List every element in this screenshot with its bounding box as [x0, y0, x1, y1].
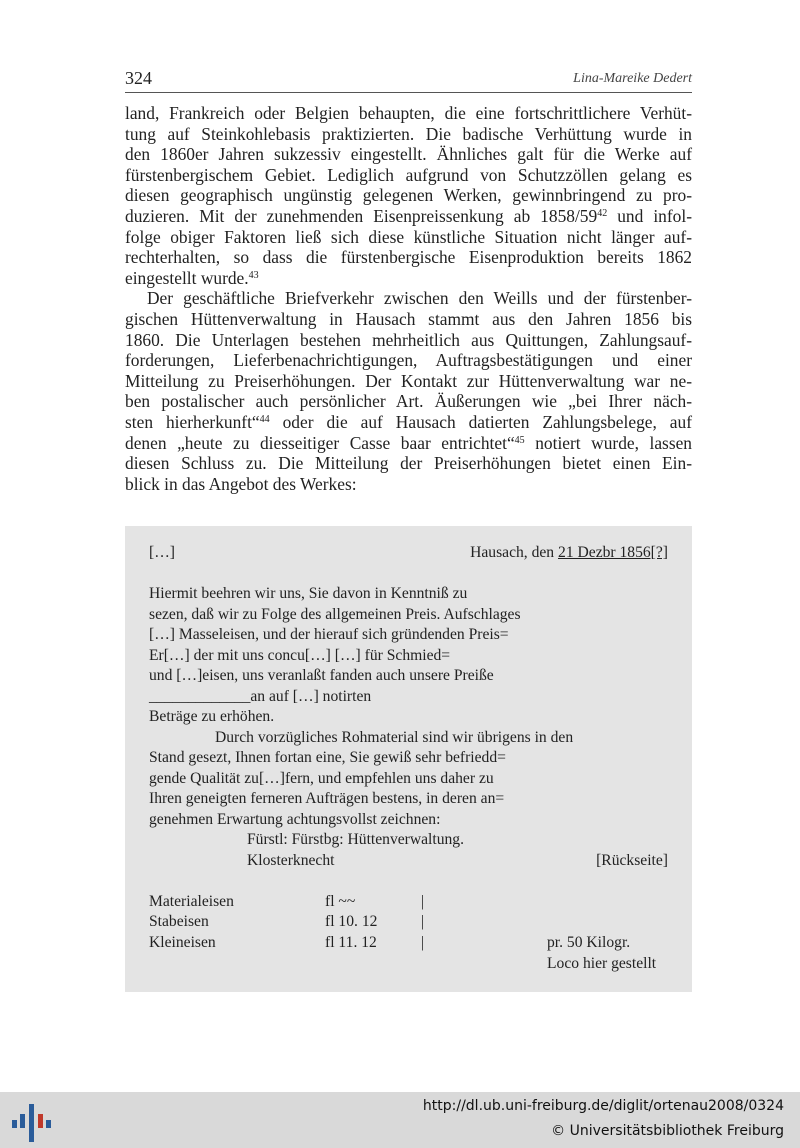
- price-item: Materialeisen: [149, 893, 234, 910]
- price-separator: |: [421, 893, 425, 910]
- text-line: blick in das Angebot des Werkes:: [125, 473, 357, 494]
- page-number: 324: [125, 68, 152, 88]
- text-line: diesen geographisch ungünstig gelegenen Werken, gewinnbringend zu pro-: [125, 185, 692, 206]
- price-separator: |: [421, 913, 425, 930]
- text-line: land, Frankreich oder Belgien behaupten, die eine fortschrittlichere Verhüt-: [125, 103, 692, 123]
- library-logo-icon[interactable]: [12, 1100, 52, 1144]
- paragraph-1: [125, 103, 692, 288]
- unit-note: pr. 50 Kilogr.: [547, 934, 631, 951]
- main-text: [125, 103, 692, 494]
- price-item: Kleineisen: [149, 934, 216, 951]
- text-line: den 1860er Jahren sukzessiv eingestellt. Ähnliches galt für die Werke auf: [125, 144, 692, 165]
- letter-line: […] Masseleisen, und der hierauf sich gründenden Preis=: [149, 626, 509, 643]
- text-line: sten hierherkunft“$^{44}$ oder die auf Hausach datierten Zahlungsbelege, auf: [125, 411, 692, 432]
- letter-line: Hiermit beehren wir uns, Sie davon in Kenntniß zu: [149, 585, 468, 602]
- letter-line: _____________an auf […] notirten: [149, 688, 372, 705]
- footer-bar: [0, 1092, 800, 1148]
- paragraph-2: [125, 288, 692, 494]
- letter-line: Ihren geneigten ferneren Aufträgen bestens, in deren an=: [149, 790, 505, 807]
- letter-line: Beträge zu erhöhen.: [149, 708, 275, 725]
- letter-place-date: Hausach, den 21 Dezbr 1856[?]: [470, 544, 668, 561]
- text-line: rechterhalten, so dass die fürstenbergische Eisenproduktion bereits 1862: [125, 247, 692, 268]
- price-value: fl 10. 12: [325, 913, 378, 930]
- text-line: forderungen, Lieferbenachrichtigungen, Auftragsbestätigungen und einer: [125, 350, 692, 371]
- letter-signature-name: Klosterknecht: [247, 852, 335, 869]
- text-line: duzieren. Mit der zunehmenden Eisenpreissenkung ab $1858/59^{42}$ und infol-: [125, 205, 692, 226]
- letter-line: genehmen Erwartung achtungsvollst zeichnen:: [149, 811, 441, 828]
- letter-ellipsis: […]: [149, 544, 175, 561]
- running-author: Lina-Mareike Dedert: [573, 71, 692, 86]
- footer-copyright: © Universitätsbibliothek Freiburg: [551, 1123, 784, 1139]
- text-line: eingestellt wurde.$^{43}$: [125, 267, 259, 288]
- footnote-ref-43[interactable]: 43: [248, 269, 259, 281]
- running-header: [125, 68, 692, 92]
- text-line: folge obiger Faktoren ließ sich diese künstliche Situation nicht länger auf-: [125, 226, 692, 247]
- letter-line: Durch vorzügliches Rohmaterial sind wir übrigens in den: [215, 729, 574, 746]
- text-line: diesen Schluss zu. Die Mitteilung der Preiserhöhungen bietet einen Ein-: [125, 453, 692, 474]
- quoted-letter: [125, 526, 692, 992]
- text-line: gischen Hüttenverwaltung in Hausach stammt aus den Jahren 1856 bis: [125, 308, 692, 329]
- price-value: fl ~~: [325, 893, 356, 910]
- letter-line: und […]eisen, uns veranlaßt fanden auch unsere Preiße: [149, 667, 494, 684]
- letter-reverse-note: [Rückseite]: [596, 852, 668, 869]
- text-line: ben postalischer auch persönlicher Art. Äußerungen wie „bei Ihrer näch-: [125, 391, 692, 412]
- letter-line: Er[…] der mit uns concu[…] […] für Schmied=: [149, 647, 451, 664]
- footnote-ref-42[interactable]: 42: [597, 207, 608, 219]
- text-line: denen „heute zu diesseitiger Casse baar entrichtet“$^{45}$ notiert wurde, lassen: [125, 432, 693, 453]
- letter-line: Stand gesezt, Ihnen fortan eine, Sie gewiß sehr befriedd=: [149, 749, 506, 766]
- footnote-ref-44[interactable]: 44: [259, 413, 270, 425]
- text-line: 1860. Die Unterlagen bestehen mehrheitlich aus Quittungen, Zahlungsauf-: [125, 329, 692, 350]
- letter-line: gende Qualität zu[…]fern, und empfehlen uns daher zu: [149, 770, 494, 787]
- text-line: fürstenbergischem Gebiet. Lediglich aufgrund von Schutzzöllen gelang es: [125, 164, 692, 185]
- text-line: Der geschäftliche Briefverkehr zwischen den Weills und der fürstenber-: [147, 288, 692, 309]
- text-line: Mitteilung zu Preiserhöhungen. Der Kontakt zur Hüttenverwaltung war ne-: [125, 370, 692, 391]
- header-rule: [125, 92, 692, 93]
- footer-url-link[interactable]: http://dl.ub.uni-freiburg.de/diglit/ortenau2008/0324: [422, 1098, 784, 1114]
- delivery-note: Loco hier gestellt: [547, 955, 657, 972]
- text-line: tung auf Steinkohlebasis praktizierten. Die badische Verhüttung wurde in: [125, 123, 692, 144]
- price-value: fl 11. 12: [325, 934, 377, 951]
- footnote-ref-45[interactable]: 45: [514, 434, 525, 446]
- price-separator: |: [421, 934, 425, 951]
- letter-signature-office: Fürstl: Fürstbg: Hüttenverwaltung.: [247, 831, 465, 848]
- letter-line: sezen, daß wir zu Folge des allgemeinen Preis. Aufschlages: [149, 606, 521, 623]
- price-item: Stabeisen: [149, 913, 209, 930]
